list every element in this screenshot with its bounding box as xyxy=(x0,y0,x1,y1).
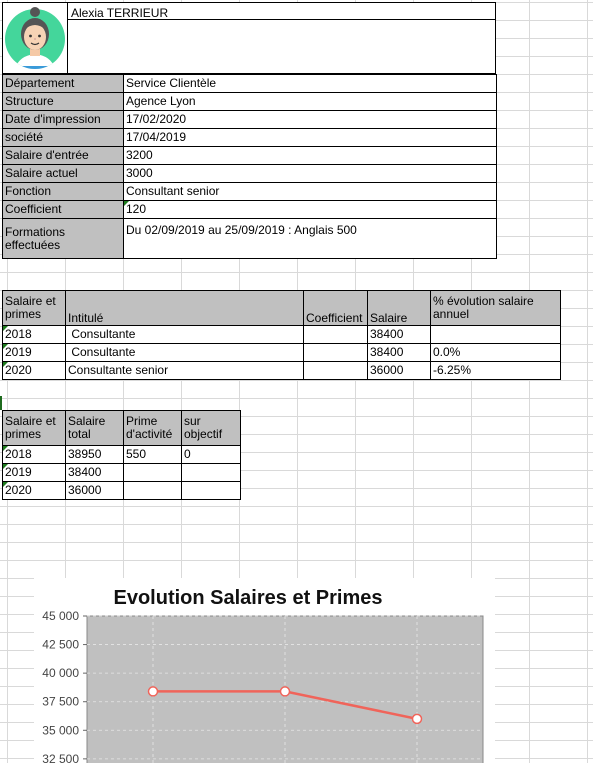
data-point-2020[interactable] xyxy=(413,714,422,723)
evo-row xyxy=(3,362,561,380)
info-label[interactable]: Date d'impression xyxy=(3,111,124,129)
info-row xyxy=(3,201,497,219)
data-point-2019[interactable] xyxy=(281,687,290,696)
info-row xyxy=(3,147,497,165)
primes-cell-prime[interactable] xyxy=(124,482,182,500)
info-row xyxy=(3,165,497,183)
info-row xyxy=(3,75,497,93)
info-value[interactable]: 120 xyxy=(124,201,497,219)
primes-cell-obj[interactable] xyxy=(182,464,241,482)
info-label[interactable]: société xyxy=(3,129,124,147)
info-value[interactable]: 3200 xyxy=(124,147,497,165)
evo-cell-pct[interactable]: 0.0% xyxy=(431,344,561,362)
formations-value[interactable]: Du 02/09/2019 au 25/09/2019 : Anglais 500 xyxy=(124,219,497,259)
evo-cell-title[interactable]: Consultante xyxy=(66,326,304,344)
evo-header-pct[interactable]: % évolution salaire annuel xyxy=(431,291,561,326)
y-tick-label: 32 500 xyxy=(42,751,79,763)
y-tick-label: 40 000 xyxy=(42,666,79,681)
primes-row xyxy=(3,482,241,500)
primes-cell-year[interactable]: 2020 xyxy=(3,482,66,500)
bonus-table xyxy=(2,410,241,500)
info-value[interactable]: Service Clientèle xyxy=(124,75,497,93)
evo-cell-year[interactable]: 2020 xyxy=(3,362,66,380)
evo-cell-title[interactable]: Consultante xyxy=(66,344,304,362)
primes-header-year[interactable]: Salaire et primes xyxy=(3,411,66,446)
primes-header-objective[interactable]: sur objectif xyxy=(182,411,241,446)
evo-header-title[interactable]: Intitulé xyxy=(66,291,304,326)
y-tick-label: 45 000 xyxy=(42,609,79,623)
y-tick-label: 42 500 xyxy=(42,637,79,652)
primes-cell-prime[interactable]: 550 xyxy=(124,446,182,464)
info-value[interactable]: 17/04/2019 xyxy=(124,129,497,147)
formations-label[interactable]: Formations effectuées xyxy=(3,219,124,259)
info-row xyxy=(3,111,497,129)
primes-cell-total[interactable]: 38950 xyxy=(66,446,124,464)
data-point-2018[interactable] xyxy=(149,687,158,696)
primes-cell-year[interactable]: 2018 xyxy=(3,446,66,464)
primes-cell-year[interactable]: 2019 xyxy=(3,464,66,482)
employee-info-table xyxy=(2,74,497,259)
y-tick-label: 37 500 xyxy=(42,694,79,709)
evo-cell-salary[interactable]: 38400 xyxy=(368,326,431,344)
evo-header-year[interactable]: Salaire et primes xyxy=(3,291,66,326)
evo-cell-salary[interactable]: 38400 xyxy=(368,344,431,362)
info-value[interactable]: Consultant senior xyxy=(124,183,497,201)
salary-chart[interactable] xyxy=(34,578,495,763)
info-row xyxy=(3,129,497,147)
primes-row xyxy=(3,446,241,464)
evo-row xyxy=(3,344,561,362)
evo-cell-salary[interactable]: 36000 xyxy=(368,362,431,380)
primes-cell-obj[interactable]: 0 xyxy=(182,446,241,464)
evo-cell-year[interactable]: 2018 xyxy=(3,326,66,344)
evo-cell-coef[interactable] xyxy=(304,362,368,380)
info-row xyxy=(3,183,497,201)
evo-cell-pct[interactable]: -6.25% xyxy=(431,362,561,380)
chart-title: Evolution Salaires et Primes xyxy=(113,587,383,609)
info-row-formations xyxy=(3,219,497,259)
employee-name: Alexia TERRIEUR xyxy=(71,6,169,20)
info-value[interactable]: 17/02/2020 xyxy=(124,111,497,129)
salary-evolution-table xyxy=(2,290,561,380)
y-tick-label: 35 000 xyxy=(42,723,79,738)
info-row xyxy=(3,93,497,111)
info-label[interactable]: Fonction xyxy=(3,183,124,201)
evo-cell-coef[interactable] xyxy=(304,326,368,344)
chart-canvas xyxy=(34,578,495,763)
evo-cell-title[interactable]: Consultante senior xyxy=(66,362,304,380)
info-label[interactable]: Structure xyxy=(3,93,124,111)
info-label[interactable]: Salaire actuel xyxy=(3,165,124,183)
primes-row xyxy=(3,464,241,482)
evo-header-salary[interactable]: Salaire xyxy=(368,291,431,326)
evo-row xyxy=(3,326,561,344)
evo-cell-coef[interactable] xyxy=(304,344,368,362)
info-value[interactable]: Agence Lyon xyxy=(124,93,497,111)
primes-cell-obj[interactable] xyxy=(182,482,241,500)
info-label[interactable]: Coefficient xyxy=(3,201,124,219)
evo-cell-pct[interactable] xyxy=(431,326,561,344)
row-selection-marker xyxy=(0,396,2,410)
evo-cell-year[interactable]: 2019 xyxy=(3,344,66,362)
evo-header-coef[interactable]: Coefficient xyxy=(304,291,368,326)
primes-cell-total[interactable]: 38400 xyxy=(66,464,124,482)
primes-header-prime[interactable]: Prime d'activité xyxy=(124,411,182,446)
name-divider xyxy=(67,3,68,75)
primes-cell-total[interactable]: 36000 xyxy=(66,482,124,500)
info-label[interactable]: Département xyxy=(3,75,124,93)
profile-header xyxy=(2,2,496,74)
avatar xyxy=(4,4,66,74)
primes-header-total[interactable]: Salaire total xyxy=(66,411,124,446)
info-label[interactable]: Salaire d'entrée xyxy=(3,147,124,165)
info-value[interactable]: 3000 xyxy=(124,165,497,183)
primes-cell-prime[interactable] xyxy=(124,464,182,482)
